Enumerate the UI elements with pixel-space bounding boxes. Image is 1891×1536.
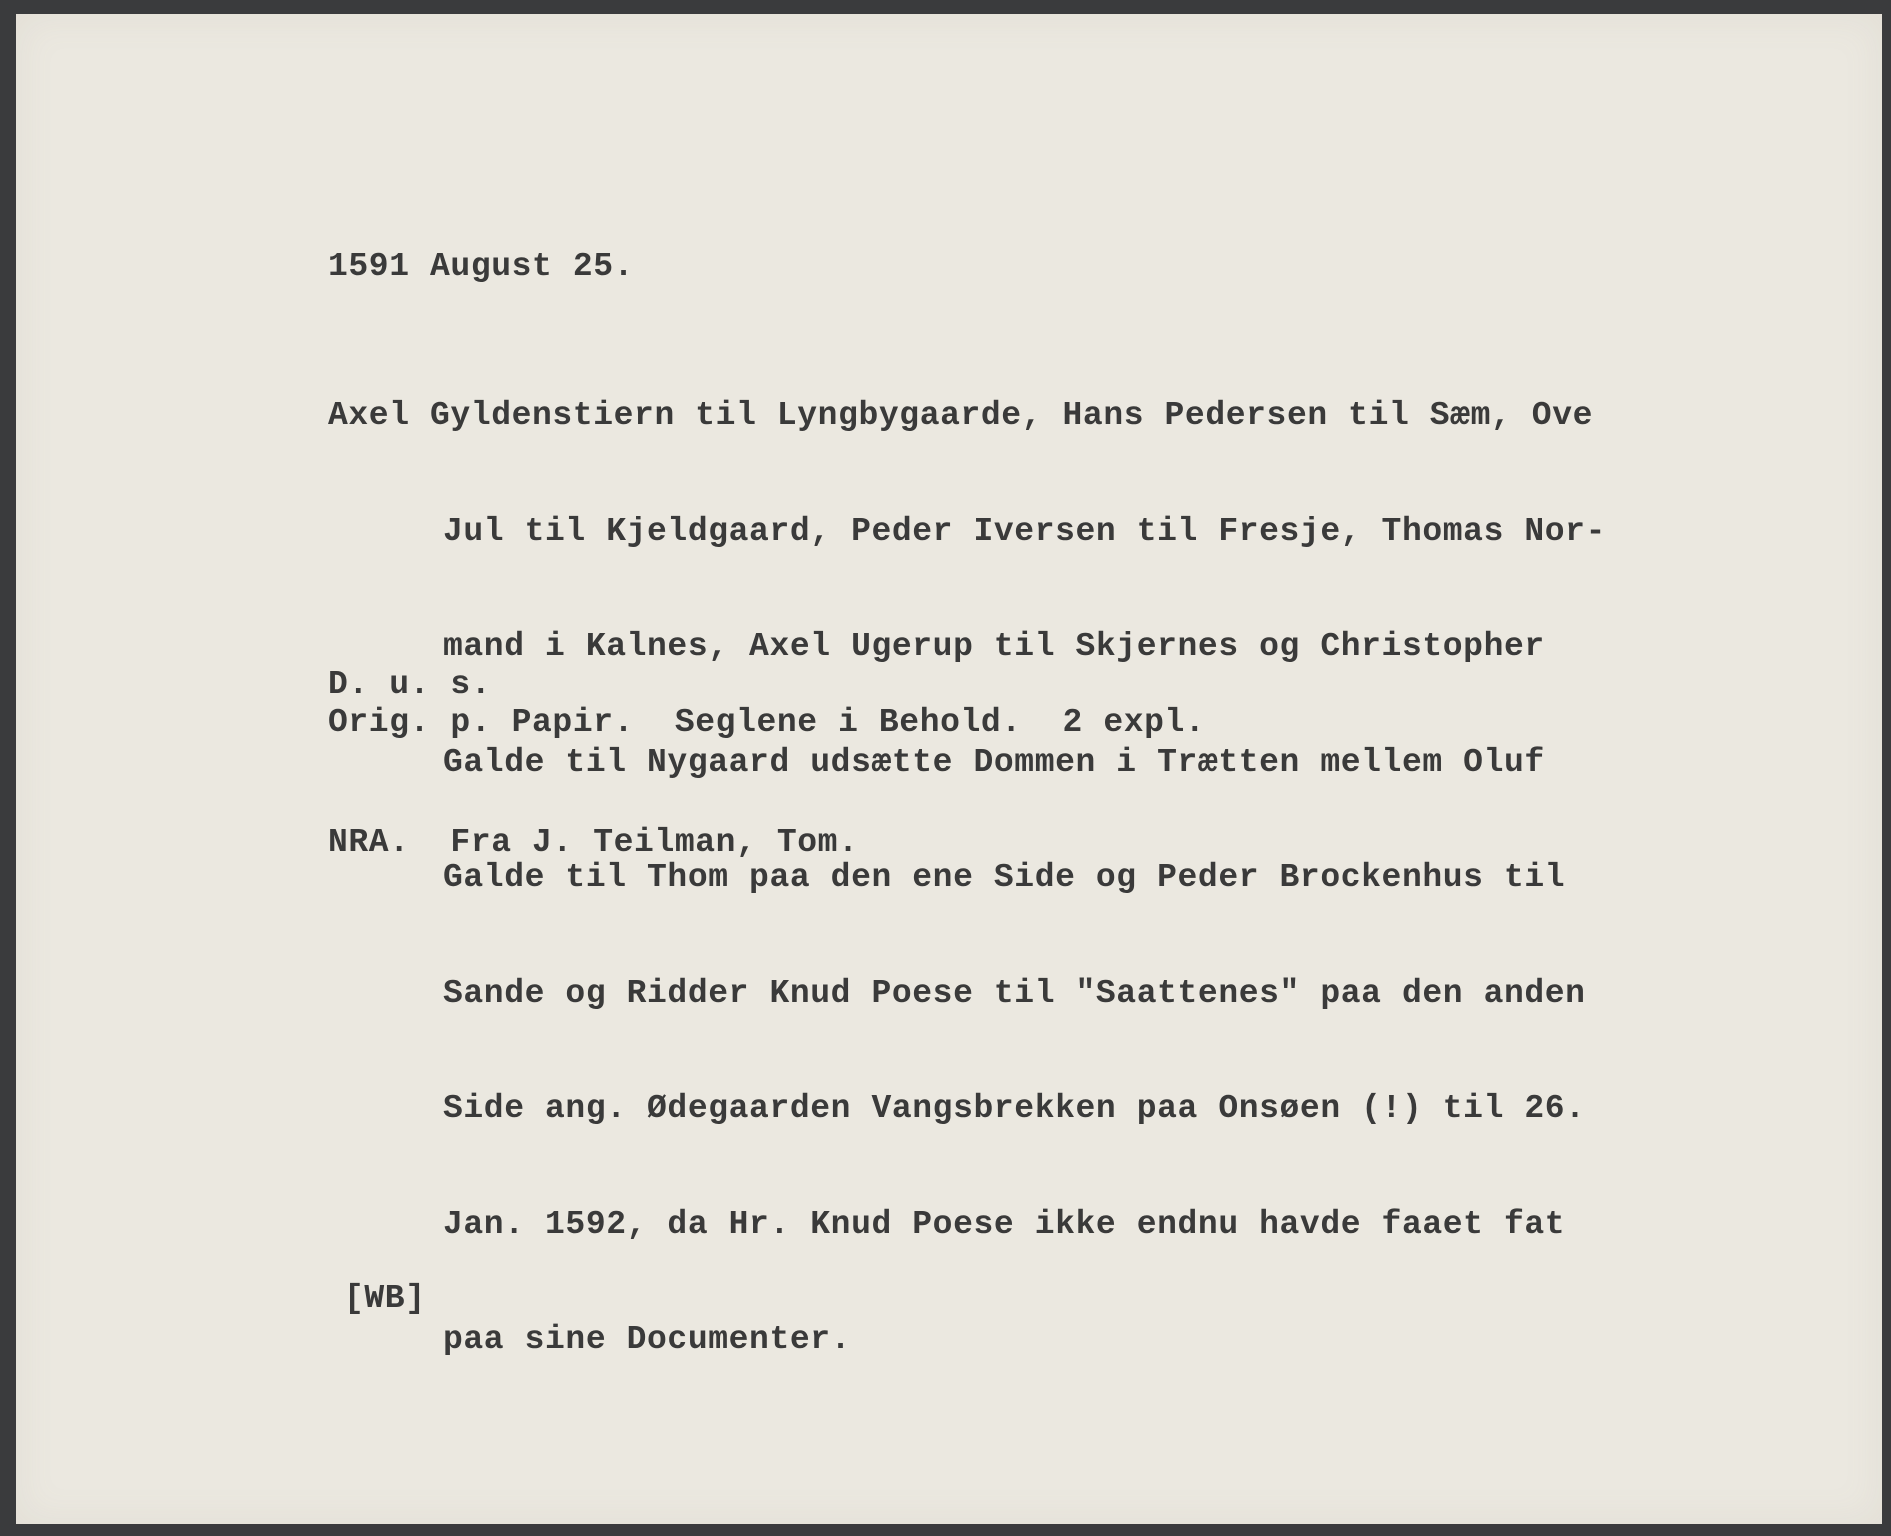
document-body xyxy=(328,320,1606,1437)
original-note: Orig. p. Papir. Seglene i Behold. 2 expl. xyxy=(328,704,1206,741)
initials-mark: [WB] xyxy=(344,1280,426,1317)
body-line: mand i Kalnes, Axel Ugerup til Skjernes og Christopher xyxy=(443,628,1545,665)
body-line: Galde til Thom paa den ene Side og Peder Brockenhus til xyxy=(443,859,1566,896)
dus-note: D. u. s. xyxy=(328,666,492,703)
body-line: paa sine Documenter. xyxy=(443,1321,852,1358)
body-line: Jan. 1592, da Hr. Knud Poese ikke endnu havde faaet fat xyxy=(443,1205,1566,1243)
body-line: Galde til Nygaard udsætte Dommen i Trætten mellem Oluf xyxy=(443,743,1545,781)
body-line: Jul til Kjeldgaard, Peder Iversen til Fresje, Thomas Nor- xyxy=(443,512,1606,550)
body-line: Axel Gyldenstiern til Lyngbygaarde, Hans Pedersen til Sæm, Ove xyxy=(328,397,1593,434)
body-line: Side ang. Ødegaarden Vangsbrekken paa Onsøen (!) til 26. xyxy=(443,1090,1586,1127)
source-note: NRA. Fra J. Teilman, Tom. xyxy=(328,824,859,861)
archive-card xyxy=(16,14,1882,1524)
body-line: Sande og Ridder Knud Poese til "Saattenes" paa den anden xyxy=(443,974,1586,1012)
document-date: 1591 August 25. xyxy=(328,248,635,285)
